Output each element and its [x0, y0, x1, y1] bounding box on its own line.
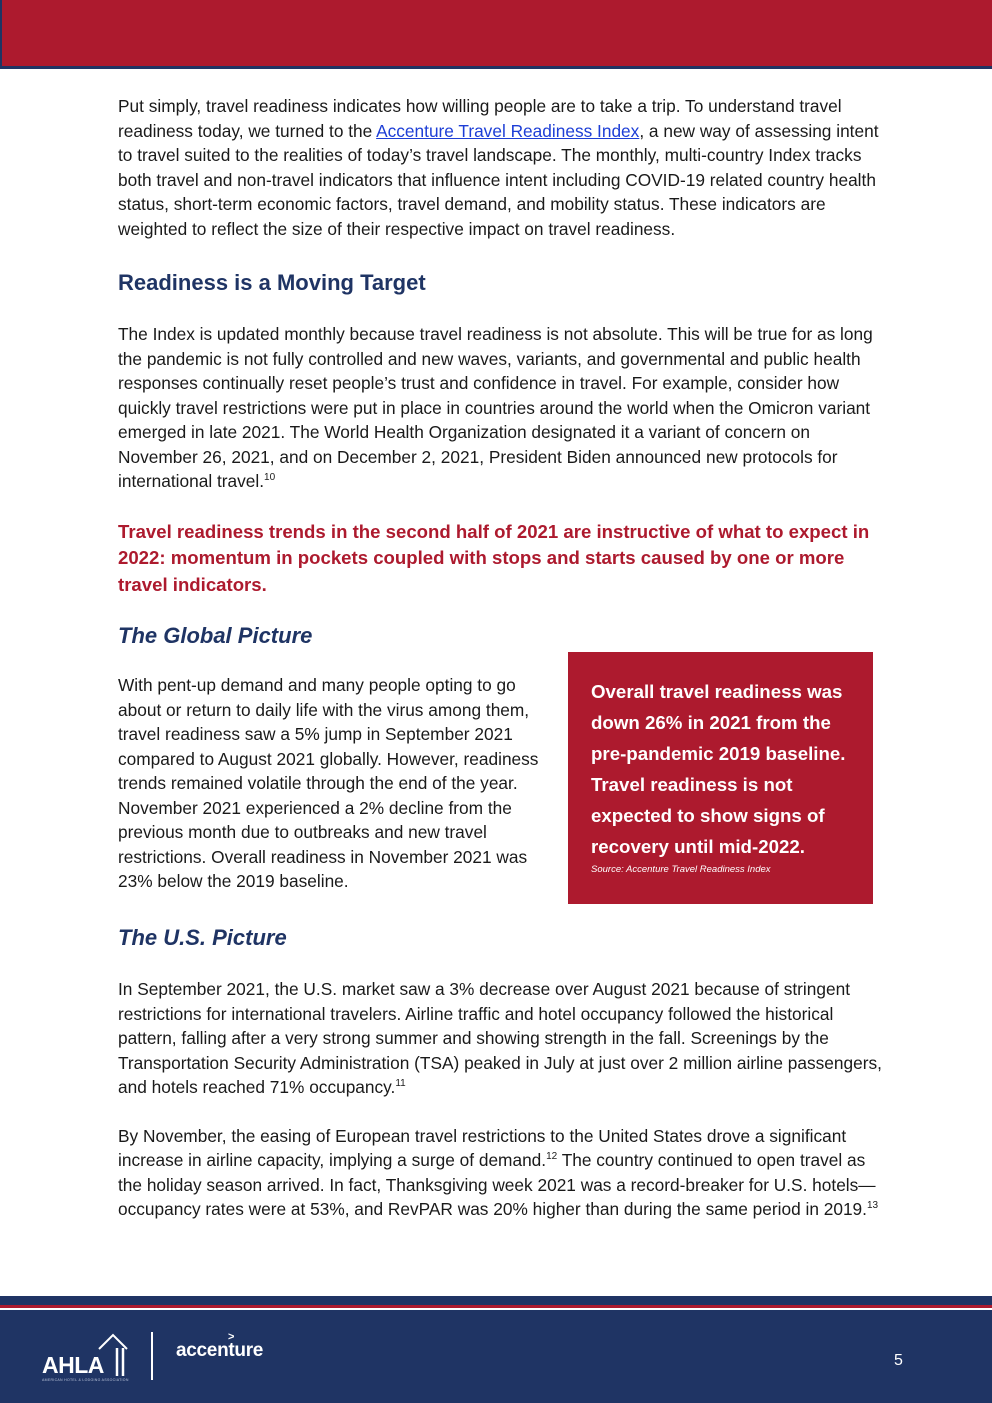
us-paragraph-1-text: In September 2021, the U.S. market saw a 3% decrease over August 2021 because of stringent restrictions for international travelers. Airline traffic and hotel occupancy followed the historical pattern, falling after a very strong summer and showing strength in the fall. Screenings by the Transportation Security Administration (TSA) peaked in July at just over 2 million airline passengers, and hotels reached 71% occupancy.: [118, 979, 882, 1097]
accenture-logo: [176, 1331, 264, 1362]
header-band: [0, 0, 992, 66]
accenture-wordmark: accenture: [176, 1340, 264, 1361]
moving-target-paragraph: [118, 322, 894, 494]
us-picture-paragraph-2: [118, 1124, 894, 1222]
statistic-highlight-box: [568, 652, 873, 904]
ahla-wordmark: AHLA: [42, 1352, 104, 1378]
subheading-us-picture: The U.S. Picture: [118, 925, 287, 950]
footnote-ref-11[interactable]: 11: [395, 1078, 406, 1089]
page-content: [118, 94, 894, 1222]
page-number: 5: [894, 1352, 903, 1369]
us-picture-paragraph-1: [118, 977, 894, 1100]
intro-paragraph: [118, 94, 894, 241]
us-paragraph-2-text-b: The country continued to open travel as the holiday season arrived. In fact, Thanksgiving week 2021 was a record-breaker for U.S. hotels—occupancy rates were at 53%, and RevPAR was 20% higher than during the same period in 2019.: [118, 1150, 876, 1219]
footnote-ref-12[interactable]: 12: [546, 1151, 558, 1162]
statistic-source: Source: Accenture Travel Readiness Index: [591, 864, 771, 875]
footer-rule-navy: [0, 1296, 992, 1305]
intro-text-start: Put simply, travel readiness indicates how willing people are to take a trip. To understand travel readiness today, we turned to the: [118, 96, 842, 141]
logo-divider: [151, 1332, 153, 1380]
global-picture-section: [118, 673, 894, 973]
statistic-highlight-text: Overall travel readiness was down 26% in 2021 from the pre-pandemic 2019 baseline. Travel readiness is not expected to show signs of recovery until mid-2022.: [591, 681, 846, 857]
global-picture-paragraph: With pent-up demand and many people opting to go about or return to daily life with the virus among them, travel readiness saw a 5% jump in September 2021 compared to August 2021 globally. However, readiness trends remained volatile through the end of the year. November 2021 experienced a 2% decline from the previous month due to outbreaks and new travel restrictions. Overall readiness in November 2021 was 23% below the 2019 baseline.: [118, 675, 539, 891]
footnote-ref-13[interactable]: 13: [866, 1200, 879, 1211]
global-picture-column: [118, 673, 558, 894]
travel-readiness-index-link[interactable]: Accenture Travel Readiness Index: [376, 120, 640, 141]
page-footer: [0, 1310, 992, 1403]
pull-quote-callout: Travel readiness trends in the second half of 2021 are instructive of what to expect in 2022: momentum in pockets coupled with stops and starts caused by one or more travel indicators.: [118, 520, 870, 595]
intro-text-end: , a new way of assessing intent to travel suited to the realities of today’s travel landscape. The monthly, multi-country Index tracks both travel and non-travel indicators that influence intent including COVID-19 related country health status, short-term economic factors, travel demand, and mobility status. These indicators are weighted to reflect the size of their respective impact on travel readiness.: [118, 120, 879, 239]
moving-target-text: The Index is updated monthly because travel readiness is not absolute. This will be true for as long the pandemic is not fully controlled and new waves, variants, and governmental and public health responses continually reset people’s trust and confidence in travel. For example, consider how quickly travel restrictions were put in place in countries around the world when the Omicron variant emerged in late 2021. The World Health Organization designated it a variant of concern on November 26, 2021, and on December 2, 2021, President Biden announced new protocols for international travel.: [118, 324, 873, 491]
subheading-global-picture: The Global Picture: [118, 623, 313, 648]
ahla-logo: [40, 1332, 140, 1382]
header-rule: [0, 66, 992, 69]
footnote-ref-10[interactable]: 10: [264, 472, 276, 483]
accenture-chevron-icon: >: [228, 1331, 235, 1343]
us-paragraph-2-text-a: By November, the easing of European travel restrictions to the United States drove a significant increase in airline capacity, implying a surge of demand.: [118, 1125, 847, 1170]
section-heading-moving-target: Readiness is a Moving Target: [118, 270, 426, 295]
ahla-tagline: AMERICAN HOTEL & LODGING ASSOCIATION: [42, 1378, 129, 1382]
